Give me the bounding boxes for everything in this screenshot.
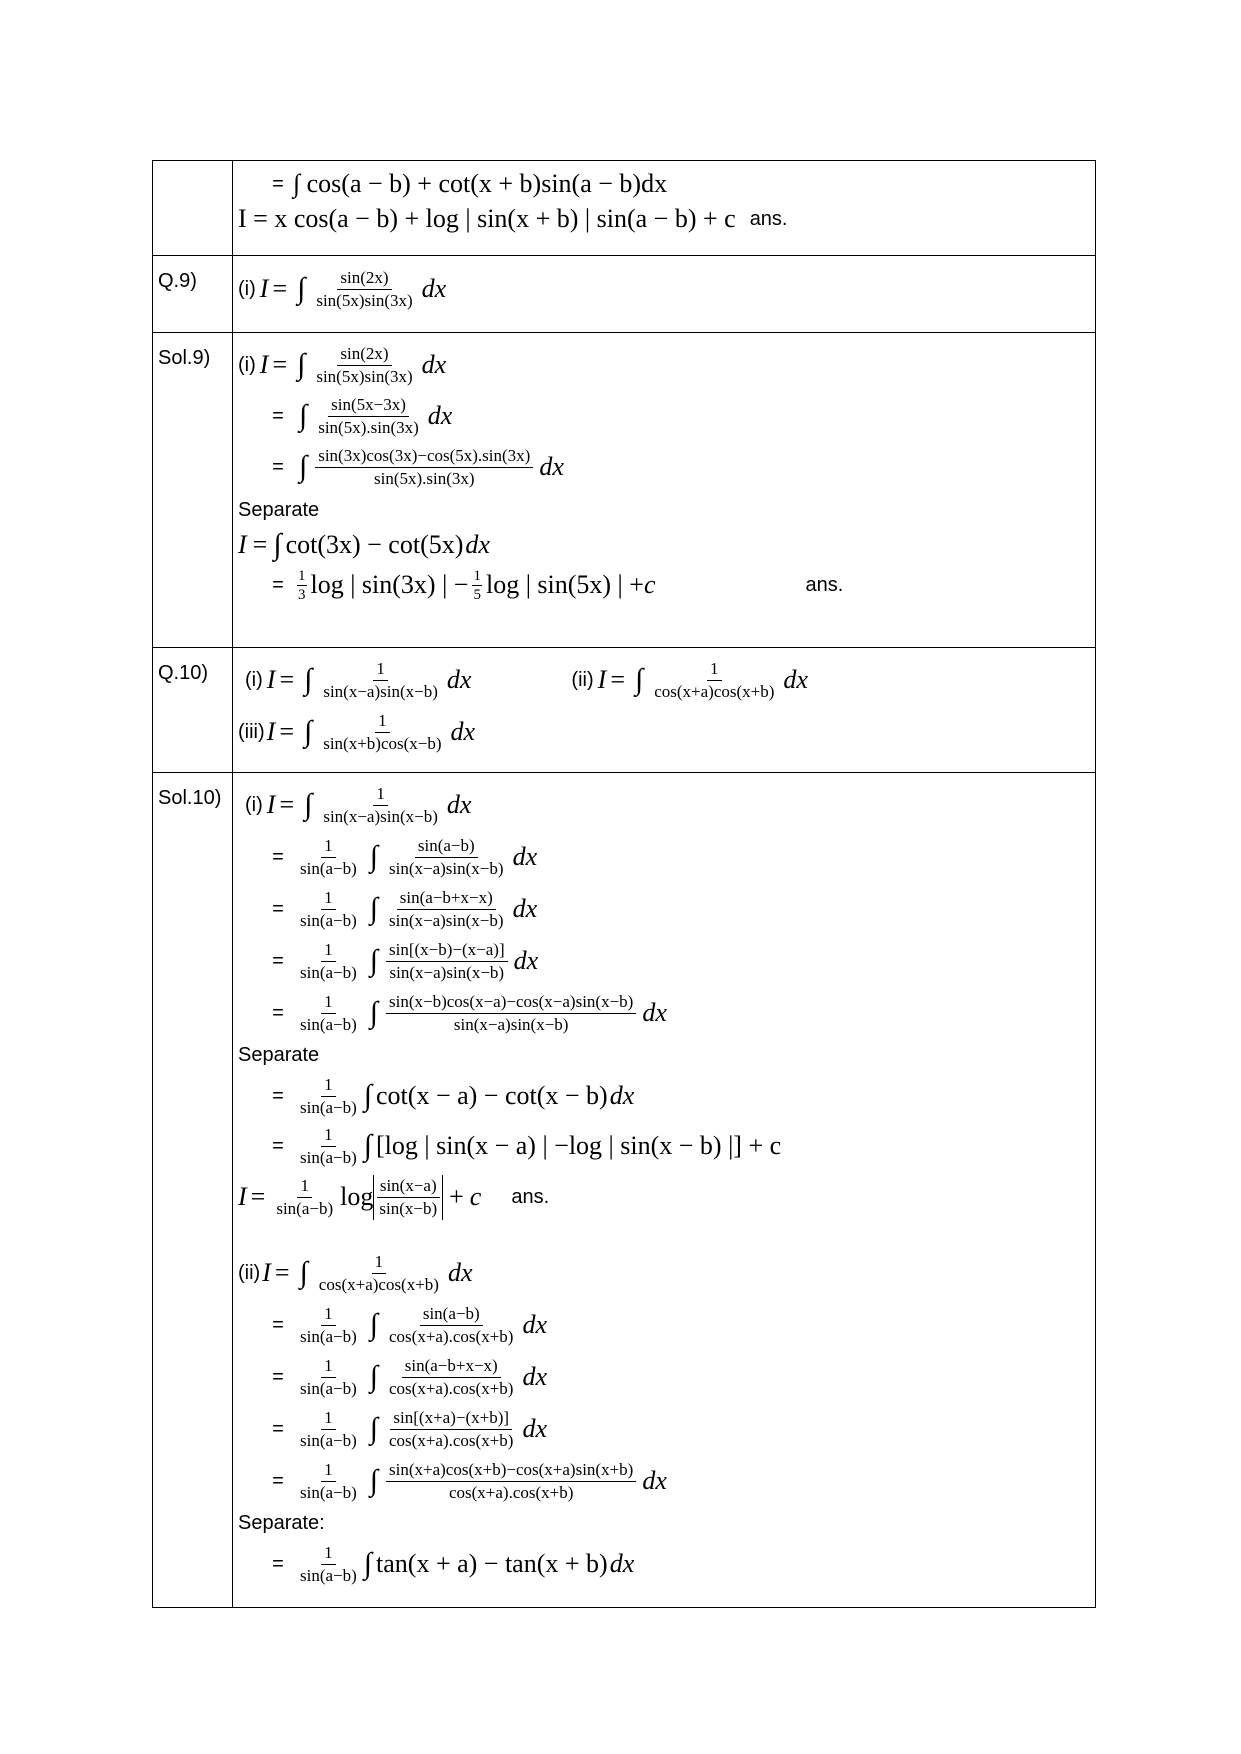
integral-symbol: ∫ (297, 272, 306, 305)
label-q10: Q.10) (153, 648, 233, 773)
row-solution-10 (153, 773, 1096, 1608)
continuation-result: I = x cos(a − b) + log | sin(x + b) | sin(a − b) + c (238, 204, 736, 233)
fraction: $\frac{\sin(2x)}{\sin(5x)\sin(3x)}$ (316, 267, 413, 310)
content-sol10: (i) I = ∫ $\frac{1}{\sin(x-a)\sin(x-b)}$ dx = $\frac{1}{\sin(a-b)}$ ∫ $\frac{\sin(a-b)}{\sin(x-a)\sin(x-b)}$ dx = $\frac{1}{\sin(a-b)}$ ∫ $\frac{\sin(a-b+x-x)}{\sin(x-a)\sin(x-b)}$ dx = $\frac{1}{\sin(a-b)}$ ∫ $\frac{\sin[(x-b)-(x-a)]}{\sin(x-a)\sin(x-b)}$ dx = $\frac{1}{\sin(a-b)}$ ∫ $\frac{\sin(x-b)\cos(x-a)-\cos(x-a)\sin(x-b)}{\sin(x-a)\sin(x-b)}$ dx Separate = $\frac{1}{\sin(a-b)}$ ∫ cot(x − a) − cot(x − b) dx = $\frac{1}{\sin(a-b)}$ ∫ [log | sin(x − a) | −log | sin(x − b) |] + c I = $\frac{1}{\sin(a-b)}$ log $\frac{\sin(x-a)}{\sin(x-b)}$ + c ans. (ii) I = ∫ $\frac{1}{\cos(x+a)\cos(x+b)}$ dx = $\frac{1}{\sin(a-b)}$ ∫ $\frac{\sin(a-b)}{\cos(x+a).\cos(x+b)}$ dx = $\frac{1}{\sin(a-b)}$ ∫ $\frac{\sin(a-b+x-x)}{\cos(x+a).\cos(x+b)}$ dx = $\frac{1}{\sin(a-b)}$ ∫ $\frac{\sin[(x+a)-(x+b)]}{\cos(x+a).\cos(x+b)}$ dx = $\frac{1}{\sin(a-b)}$ ∫ $\frac{\sin(x+a)\cos(x+b)-\cos(x+a)\sin(x+b)}{\cos(x+a).\cos(x+b)}$ dx Separate: = $\frac{1}{\sin(a-b)}$ ∫ tan(x + a) − tan(x + b) dx (233, 773, 1096, 1608)
continuation-line-1: ∫ cos(a − b) + cot(x + b)sin(a − b)dx (293, 169, 668, 198)
content-q9: (i) I = ∫ $\frac{\sin(2x)}{\sin(5x)\sin(3x)}$ dx (233, 256, 1096, 333)
content-cell: = ∫ cos(a − b) + cot(x + b)sin(a − b)dx I = x cos(a − b) + log | sin(x + b) | sin(a − b) + c ans. (233, 161, 1096, 256)
label-sol10: Sol.10) (153, 773, 233, 1608)
content-sol9: (i) I = ∫ $\frac{\sin(2x)}{\sin(5x)\sin(3x)}$ dx = ∫ $\frac{\sin(5x-3x)}{\sin(5x).\sin(3x)}$ dx = ∫ $\frac{\sin(3x)\cos(3x)-\cos(5x).\sin(3x)}{\sin(5x).\sin(3x)}$ dx Separate I = ∫ cot(3x) − cot(5x) dx = $\frac{1}{3}$ log | sin(3x) | − $\frac{1}{5}$ log | sin(5x) | + c ans. (233, 333, 1096, 648)
label-q9: Q.9) (153, 256, 233, 333)
row-continuation (153, 161, 1096, 256)
solutions-table (152, 160, 1096, 1608)
row-solution-9 (153, 333, 1096, 648)
ans-marker: ans. (749, 207, 788, 230)
separate-note: Separate (238, 498, 320, 521)
absolute-value: $\frac{\sin(x-a)}{\sin(x-b)}$ (373, 1175, 443, 1220)
label-sol9: Sol.9) (153, 333, 233, 648)
row-question-10 (153, 648, 1096, 773)
content-q10: (i) I = ∫ $\frac{1}{\sin(x-a)\sin(x-b)}$ dx (ii) I = ∫ $\frac{1}{\cos(x+a)\cos(x+b)}$ dx (iii) I = ∫ $\frac{1}{\sin(x+b)\cos(x-b)}$ dx (233, 648, 1096, 773)
label-cell-empty (153, 161, 233, 256)
row-question-9 (153, 256, 1096, 333)
